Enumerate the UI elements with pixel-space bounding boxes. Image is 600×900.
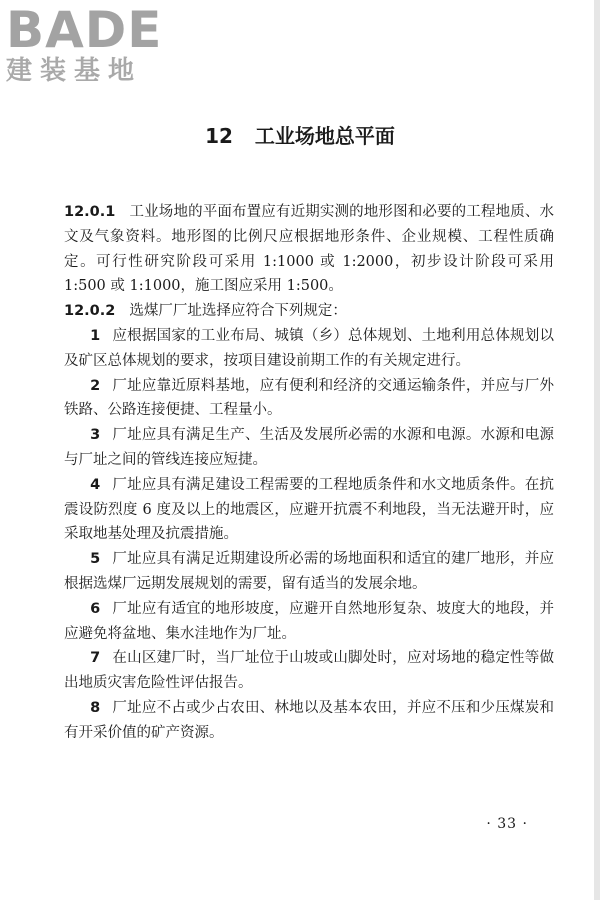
item-text: 厂址应不占或少占农田、林地以及基本农田，并应不压和少压煤炭和有开采价值的矿产资源。 [64,699,554,741]
list-item [64,696,554,746]
item-text: 厂址应靠近原料基地，应有便利和经济的交通运输条件，并应与厂外铁路、公路连接便捷、工程量小。 [64,377,554,419]
clause-number: 12.0.2 [64,303,116,320]
chapter-title [0,122,600,150]
list-item [64,646,554,696]
item-text: 厂址应具有满足近期建设所必需的场地面积和适宜的建厂地形，并应根据选煤厂远期发展规划的需要，留有适当的发展余地。 [64,551,554,592]
item-number: 7 [90,650,101,667]
item-text: 厂址应有适宜的地形坡度，应避开自然地形复杂、坡度大的地段，并应避免将盆地、集水洼地作为厂址。 [64,600,554,642]
list-item [64,423,554,473]
clause-12-0-2 [64,299,554,324]
item-number: 1 [90,327,101,344]
list-item [64,547,554,597]
logo-subtitle: 建装基地 [6,56,143,86]
document-body [64,200,554,746]
list-item [64,473,554,547]
chapter-heading: 工业场地总平面 [254,124,395,148]
item-number: 6 [90,600,101,617]
clause-text: 工业场地的平面布置应有近期实测的地形图和必要的工程地质、水文及气象资料。地形图的比例尺应根据地形条件、企业规模、工程性质确定。可行性研究阶段可采用 1:1000 或 1:2000，初步设计阶段可采用 1:500 或 1:1000，施工图应采用 1:500。 [64,204,554,295]
item-text: 厂址应具有满足生产、生活及发展所必需的水源和电源。水源和电源与厂址之间的管线连接应短捷。 [64,427,554,468]
item-number: 5 [90,551,101,568]
list-item [64,324,554,374]
clause-number: 12.0.1 [64,204,116,220]
item-number: 3 [90,427,101,444]
watermark-logo [6,1,181,90]
clause-12-0-1 [64,200,554,299]
list-item [64,374,554,424]
item-text: 在山区建厂时，当厂址位于山坡或山脚处时，应对场地的稳定性等做出地质灾害危险性评估报告。 [64,650,554,692]
item-number: 8 [90,699,101,716]
chapter-number: 12 [205,124,233,148]
page-number: · 33 · [486,816,528,832]
list-item [64,597,554,647]
item-text: 应根据国家的工业布局、城镇（乡）总体规划、土地利用总体规划以及矿区总体规划的要求，按项目建设前期工作的有关规定进行。 [64,327,554,369]
item-number: 4 [90,476,101,493]
clause-text: 选煤厂厂址选择应符合下列规定： [129,303,347,320]
item-text: 厂址应具有满足建设工程需要的工程地质条件和水文地质条件。在抗震设防烈度 6 度及以上的地震区，应避开抗震不利地段，当无法避开时，应采取地基处理及抗震措施。 [64,476,554,543]
item-number: 2 [90,377,101,394]
logo-brand: BADE [6,1,163,59]
